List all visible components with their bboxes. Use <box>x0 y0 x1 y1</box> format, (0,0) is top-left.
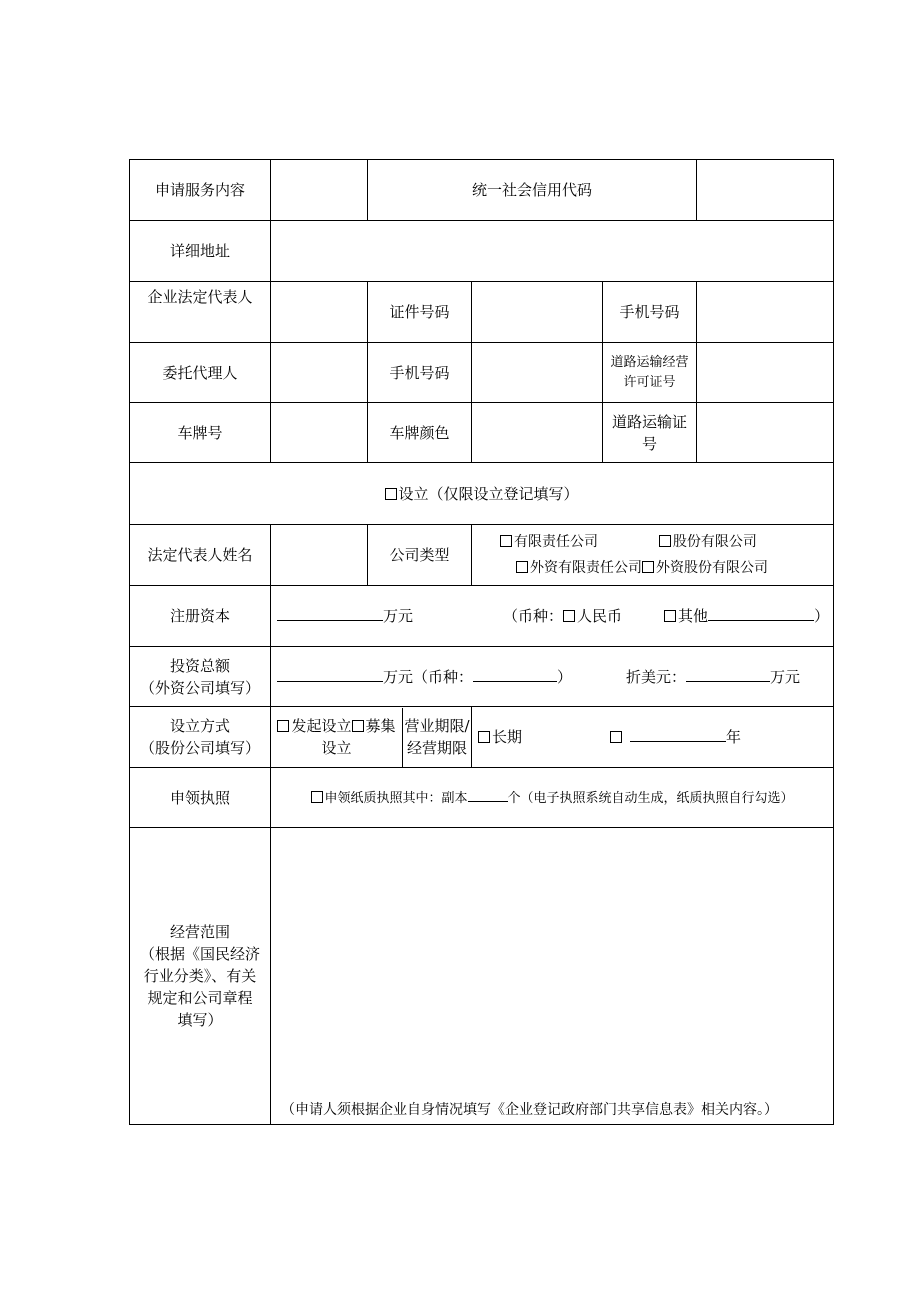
total-investment-label <box>130 647 271 707</box>
row-company-type <box>130 525 834 586</box>
usd-unit: 万元 <box>770 667 801 686</box>
row-address <box>130 221 834 282</box>
row-business-scope <box>130 828 834 1125</box>
long-term-checkbox[interactable] <box>478 731 490 743</box>
transport-permit-label: 道路运输经营许可证号 <box>603 343 697 403</box>
opt-foreign-joint-stock-label: 外资股份有限公司 <box>656 560 768 576</box>
legal-rep-phone-label: 手机号码 <box>603 282 697 343</box>
capital-amount-blank[interactable] <box>277 605 383 621</box>
transport-cert-label <box>603 403 697 463</box>
business-scope-note: （申请人须根据企业自身情况填写《企业登记政府部门共享信息表》相关内容。） <box>281 1102 778 1118</box>
service-label: 申请服务内容 <box>130 160 271 221</box>
promote-checkbox[interactable] <box>277 720 289 732</box>
plate-label: 车牌号 <box>130 403 271 463</box>
period-label: 营业期限/经营期限 <box>404 717 470 757</box>
business-scope-label-line4: 规定和公司章程 <box>147 989 253 1007</box>
legal-rep-input[interactable] <box>271 282 368 343</box>
opt-foreign-llc[interactable] <box>516 560 642 576</box>
row-setup-section <box>130 463 834 525</box>
raise-checkbox[interactable] <box>352 720 364 732</box>
total-investment-label-line2: （外资公司填写） <box>139 678 260 697</box>
company-type-label: 公司类型 <box>368 525 472 586</box>
other-currency-label: 其他 <box>678 607 709 625</box>
other-currency-checkbox[interactable] <box>664 610 676 622</box>
plate-color-input[interactable] <box>472 403 603 463</box>
transport-cert-label-line1: 道路运输证 <box>612 412 688 431</box>
fixed-term-checkbox[interactable] <box>610 731 622 743</box>
setup-method-label-line2: （股份公司填写） <box>139 739 260 757</box>
rmb-checkbox[interactable] <box>563 610 575 622</box>
setup-checkbox-cell[interactable] <box>130 463 834 525</box>
year-unit: 年 <box>726 728 742 746</box>
investment-unit: 万元（币种： <box>383 667 474 686</box>
business-scope-input[interactable] <box>271 828 834 1125</box>
plate-color-label: 车牌颜色 <box>368 403 472 463</box>
rmb-label: 人民币 <box>577 607 623 625</box>
legal-rep-name-label: 法定代表人姓名 <box>130 525 271 586</box>
business-scope-label-line5: 填写） <box>177 1011 223 1029</box>
opt-joint-stock-label: 股份有限公司 <box>672 534 757 550</box>
setup-checkbox[interactable] <box>385 488 397 500</box>
opt-llc-label: 有限责任公司 <box>514 534 598 550</box>
row-setup-method <box>130 707 834 768</box>
opt-joint-stock[interactable] <box>659 534 757 550</box>
raise-label-line2: 设立 <box>321 739 352 757</box>
application-form-table <box>129 159 834 1125</box>
transport-permit-input[interactable] <box>697 343 834 403</box>
paper-license-text: 申领纸质执照其中：副本 <box>324 791 468 806</box>
total-investment-label-line1: 投资总额 <box>169 656 230 675</box>
investment-currency-blank[interactable] <box>473 666 557 682</box>
address-input[interactable] <box>271 221 834 282</box>
opt-joint-stock-checkbox[interactable] <box>659 535 671 547</box>
setup-checkbox-label: 设立（仅限设立登记填写） <box>398 484 579 503</box>
usd-label: 折美元： <box>626 667 687 686</box>
opt-foreign-llc-checkbox[interactable] <box>516 561 528 573</box>
business-scope-label-line2: （根据《国民经济 <box>139 945 260 963</box>
opt-llc-checkbox[interactable] <box>500 535 512 547</box>
license-field <box>271 768 834 828</box>
setup-method-inner <box>271 708 471 767</box>
total-investment-field <box>271 647 834 707</box>
other-currency-blank[interactable] <box>708 605 814 621</box>
credit-code-input[interactable] <box>697 160 834 221</box>
agent-phone-label: 手机号码 <box>368 343 472 403</box>
row-license <box>130 768 834 828</box>
row-plate <box>130 403 834 463</box>
company-type-options <box>472 525 834 586</box>
agent-phone-input[interactable] <box>472 343 603 403</box>
row-total-investment <box>130 647 834 707</box>
service-input[interactable] <box>271 160 368 221</box>
legal-rep-name-input[interactable] <box>271 525 368 586</box>
row-service <box>130 160 834 221</box>
copies-blank[interactable] <box>468 786 508 802</box>
credit-code-label: 统一社会信用代码 <box>368 160 697 221</box>
business-scope-label <box>130 828 271 1125</box>
period-field <box>472 707 834 768</box>
legal-rep-phone-input[interactable] <box>697 282 834 343</box>
id-no-input[interactable] <box>472 282 603 343</box>
transport-cert-label-line2: 号 <box>642 434 658 453</box>
years-blank[interactable] <box>630 726 726 742</box>
row-agent <box>130 343 834 403</box>
transport-cert-input[interactable] <box>697 403 834 463</box>
setup-method-label-line1: 设立方式 <box>169 717 230 735</box>
investment-amount-blank[interactable] <box>277 666 383 682</box>
paper-license-checkbox[interactable] <box>311 791 323 803</box>
id-no-label: 证件号码 <box>368 282 472 343</box>
opt-foreign-llc-label: 外资有限责任公司 <box>530 560 642 576</box>
agent-input[interactable] <box>271 343 368 403</box>
paper-license-note: 个（电子执照系统自动生成，纸质执照自行勾选） <box>507 791 794 806</box>
capital-close-paren: ） <box>814 607 830 625</box>
opt-foreign-joint-stock[interactable] <box>642 560 768 576</box>
setup-method-options <box>271 708 403 767</box>
license-label: 申领执照 <box>130 768 271 828</box>
business-scope-label-line3: 行业分类》、有关 <box>143 967 257 985</box>
agent-label: 委托代理人 <box>130 343 271 403</box>
plate-input[interactable] <box>271 403 368 463</box>
row-registered-capital <box>130 586 834 647</box>
row-legal-rep <box>130 282 834 343</box>
legal-rep-label: 企业法定代表人 <box>130 282 271 343</box>
long-term-label: 长期 <box>492 728 523 746</box>
registered-capital-field <box>271 586 834 647</box>
raise-label-line1: 募集 <box>365 717 396 735</box>
opt-llc[interactable] <box>500 534 598 550</box>
business-scope-label-line1: 经营范围 <box>169 923 230 941</box>
investment-close-paren: ） <box>557 667 573 686</box>
currency-prefix: （币种： <box>503 607 564 625</box>
address-label: 详细地址 <box>130 221 271 282</box>
setup-method-field <box>271 707 472 768</box>
setup-method-label <box>130 707 271 768</box>
registered-capital-label: 注册资本 <box>130 586 271 647</box>
capital-unit: 万元 <box>383 607 414 625</box>
opt-foreign-joint-stock-checkbox[interactable] <box>642 561 654 573</box>
usd-amount-blank[interactable] <box>686 666 770 682</box>
promote-label: 发起设立 <box>291 717 352 735</box>
